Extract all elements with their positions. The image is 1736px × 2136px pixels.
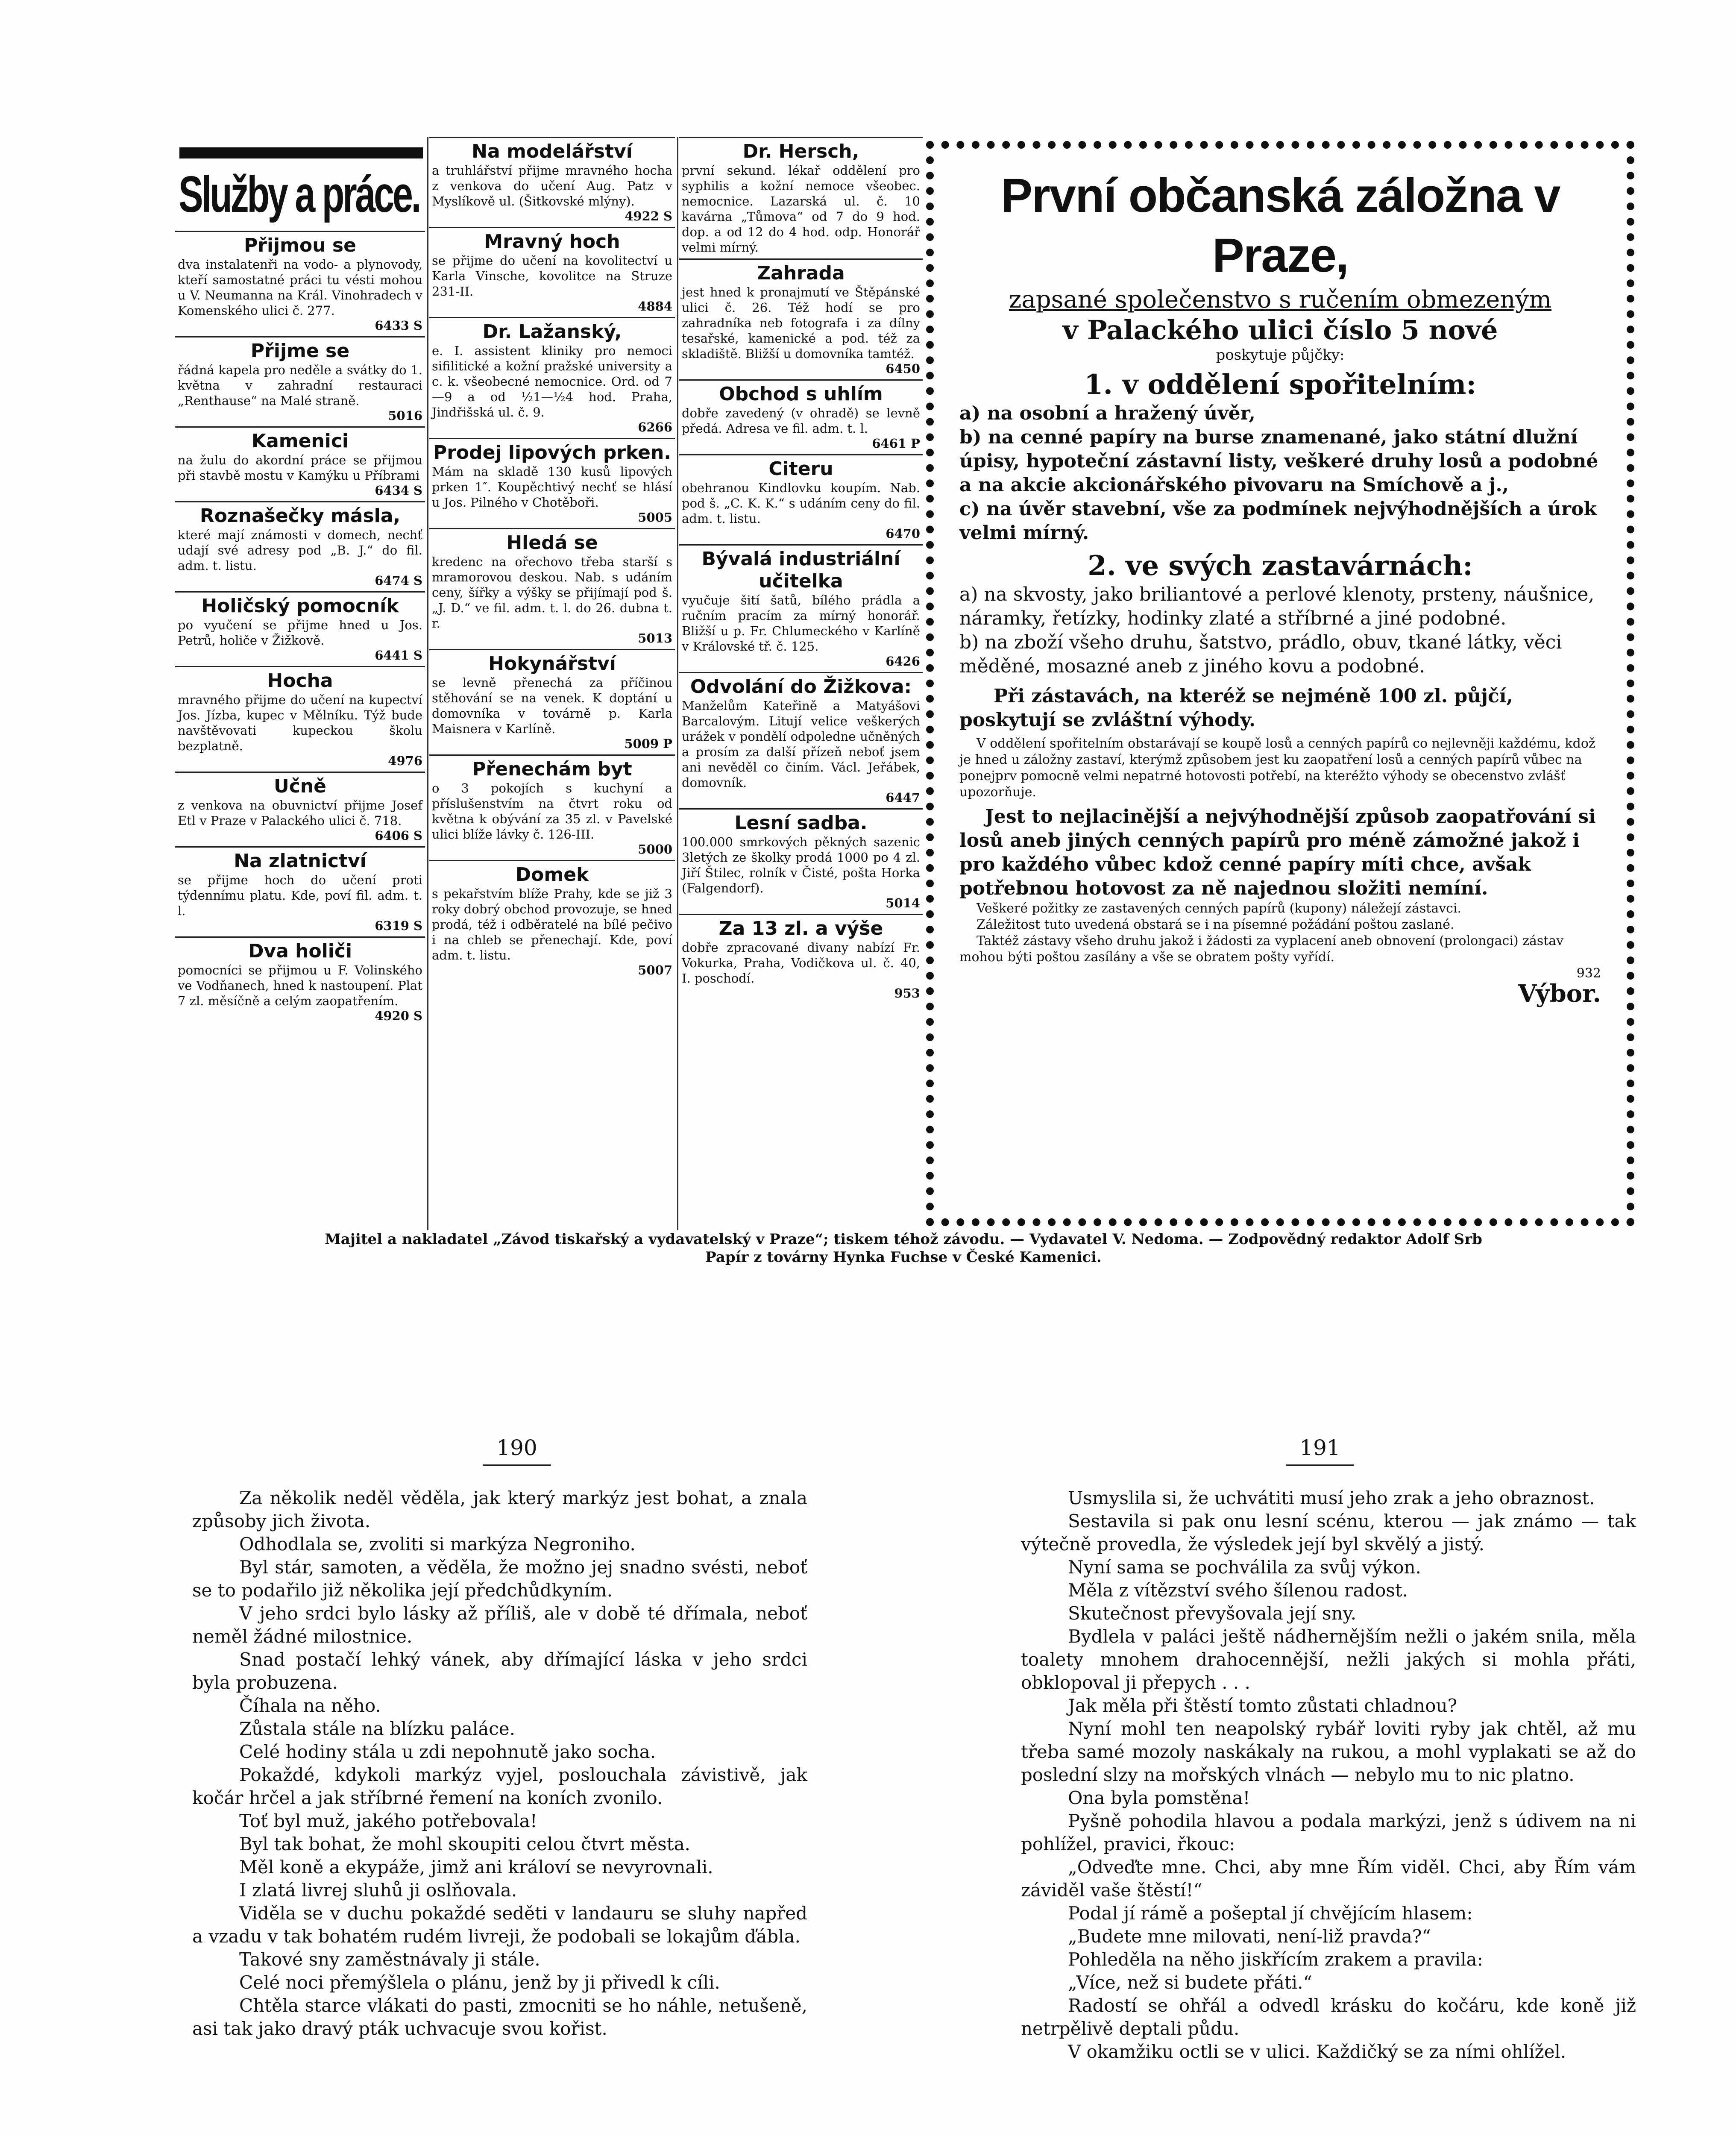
ad-number: 6450 bbox=[886, 361, 920, 376]
ad-text: mravného přijme do učení na kupectví Jos. Jízba, kupec v Mělníku. Týž bude navštěvovati kupeckou školu bezplatně. bbox=[178, 692, 422, 753]
ad-text: na žulu do akordní práce se přijmou při stavbě mostu v Kamýku u Příbrami bbox=[178, 453, 422, 483]
ad-heading: Dva holiči bbox=[248, 940, 352, 962]
ad-text: řádná kapela pro neděle a svátky do 1. května v zahradní restauraci „Renthause“ na Malé straně. bbox=[178, 363, 422, 408]
story-paragraph: I zlatá livrej sluhů ji oslňovala. bbox=[239, 1880, 517, 1901]
classified-ad bbox=[175, 666, 425, 772]
story-paragraph: Jak měla při štěstí tomto zůstati chladnou? bbox=[1068, 1695, 1457, 1716]
classified-ad bbox=[175, 936, 425, 1027]
story-paragraph: Ona byla pomstěna! bbox=[1068, 1787, 1250, 1808]
ad-text: 100.000 smrkových pěkných sazenic 3letých ze školky prodá 1000 po 4 zl. Jiří Štilec, rolník v Čisté, pošta Horka (Falgendorf). bbox=[682, 835, 920, 895]
story-paragraph: V okamžiku octli se v ulici. Každičký se za ními ohlížel. bbox=[1068, 2041, 1566, 2062]
classified-ad bbox=[429, 860, 675, 981]
classified-ad bbox=[429, 438, 675, 528]
story-paragraph: Takové sny zaměstnávaly ji stále. bbox=[239, 1949, 540, 1970]
ad-number: 5005 bbox=[638, 510, 672, 525]
column-rule bbox=[677, 137, 678, 1230]
classified-ad bbox=[429, 227, 675, 317]
classified-ad bbox=[175, 591, 425, 666]
story-paragraph: „Odveďte mne. Chci, aby mne Řím viděl. Chci, aby Řím vám záviděl vaše štěstí!“ bbox=[1021, 1857, 1636, 1901]
ad-text: se přijme do učení na kovolitectví u Karla Vinsche, kovolitce na Struze 231-II. bbox=[432, 253, 672, 299]
ad-number: 6470 bbox=[886, 526, 920, 541]
story-paragraph: Toť byl muž, jakého potřebovala! bbox=[239, 1810, 537, 1831]
ad-number: 6447 bbox=[886, 790, 920, 805]
ad-heading: Na modelářství bbox=[472, 141, 633, 162]
ad-number: 5009 P bbox=[624, 736, 672, 751]
story-paragraph: Celé noci přemýšlela o plánu, jenž by ji přivedl k cíli. bbox=[239, 1972, 720, 1993]
story-paragraph: Odhodlala se, zvoliti si markýza Negroniho. bbox=[239, 1534, 636, 1555]
ad-heading: Odvolání do Žižkova: bbox=[690, 676, 912, 698]
classified-ad bbox=[429, 649, 675, 754]
bank-number: 932 bbox=[1576, 966, 1601, 981]
ad-number: 6434 S bbox=[375, 483, 422, 498]
story-paragraph: Bydlela v paláci ještě nádhernějším nežli o jakém snila, měla toalety mnohem drahocennější, nežli jakých si mohla přáti, obklopoval ji přepych . . . bbox=[1021, 1626, 1636, 1693]
classified-ad bbox=[429, 317, 675, 438]
story-paragraph: Podal jí rámě a pošeptal jí chvějícím hlasem: bbox=[1068, 1903, 1473, 1924]
ad-text: se přijme hoch do učení proti týdennímu platu. Kde, poví fil. adm. t. l. bbox=[178, 873, 422, 918]
story-paragraph: Nyní mohl ten neapolský rybář loviti ryby jak chtěl, až mu třeba samé mozoly naskákaly na rukou, a mohl vyplakati se až do poslední slzy na mořských vlnách — nebylo mu to nic platno. bbox=[1021, 1718, 1636, 1785]
story-paragraph: Byl tak bohat, že mohl skoupiti celou čtvrt města. bbox=[239, 1834, 690, 1854]
ad-heading: Hledá se bbox=[506, 532, 598, 554]
bank-subtitle: zapsané společenstvo s ručením obmezeným bbox=[1009, 286, 1552, 314]
ad-heading: Mravný hoch bbox=[484, 231, 620, 252]
story-paragraph: Usmyslila si, že uchvátiti musí jeho zrak a jeho obraznost. bbox=[1068, 1488, 1595, 1508]
ad-text: první sekund. lékař oddělení pro syphilis a kožní nemoce všeobec. nemocnice. Lazarská ul. č. 10 kavárna „Tůmova“ od 7 do 9 hod. dop. a od 12 do 4 hod. odp. Honorář velmi mírný. bbox=[682, 163, 920, 255]
story-paragraph: Pohleděla na něho jiskřícím zrakem a pravila: bbox=[1068, 1949, 1483, 1970]
ad-heading: Kamenici bbox=[251, 430, 349, 452]
ad-text: Mám na skladě 130 kusů lipových prken 1″. Koupěchtivý nechť se hlásí u Jos. Pilného v Chotěboři. bbox=[432, 464, 672, 510]
bank-fine-4: Taktéž zástavy všeho druhu jakož i žádosti za vyplacení aneb obnovení (prolongaci) zástav mohou býti poštou zasílány a vše se obratem pošty vyřídí. bbox=[959, 933, 1564, 965]
ad-number: 6319 S bbox=[375, 918, 422, 933]
classified-ad bbox=[679, 379, 923, 454]
story-paragraph: „Budete mne milovati, není-liž pravda?“ bbox=[1068, 1926, 1431, 1947]
story-paragraph: Radostí se ohřál a odvedl krásku do kočáru, kde koně již netrpělivě deptali půdu. bbox=[1021, 1995, 1636, 2039]
ad-heading: Učně bbox=[274, 775, 326, 797]
ad-number: 5013 bbox=[638, 631, 672, 645]
bank-highlight: Jest to nejlacinější a nejvýhodnější způsob zaopatřování si losů aneb jiných cenných papírů pro méně zámožné jakož i pro každého vůbec kdož cenné papíry míti chce, avšak potřebnou hotovost za ně najednou složiti nemíní. bbox=[959, 806, 1596, 899]
ads-column-3 bbox=[679, 137, 923, 1235]
story-paragraph: Číhala na něho. bbox=[239, 1695, 381, 1716]
ad-number: 6426 bbox=[886, 654, 920, 669]
bank-lends: poskytuje půjčky: bbox=[1216, 346, 1345, 364]
page-number-left: 190 bbox=[483, 1435, 551, 1466]
story-page-left bbox=[192, 1487, 807, 2040]
bank-address: v Palackého ulici číslo 5 nové bbox=[1062, 314, 1498, 346]
ad-heading: Na zlatnictví bbox=[234, 850, 367, 872]
ad-heading: Dr. Hersch, bbox=[742, 141, 859, 162]
ad-heading: Citeru bbox=[768, 458, 833, 480]
ad-number: 5007 bbox=[638, 963, 672, 977]
ad-number: 5000 bbox=[638, 842, 672, 857]
story-paragraph: Byl stár, samoten, a věděla, že možno jej snadno svésti, neboť se to podařilo již několika její předchůdkyním. bbox=[192, 1557, 807, 1601]
ad-text: po vyučení se přijme hned u Jos. Petrů, holiče v Žižkově. bbox=[178, 618, 422, 648]
column-rule bbox=[427, 137, 428, 1230]
ad-text: o 3 pokojích s kuchyní a příslušenstvím na čtvrt roku od května k obývání za 35 zl. v Pavelské ulici blíže lávky č. 126-III. bbox=[432, 781, 672, 842]
classified-ad bbox=[175, 231, 425, 336]
bank-bonus: Při zástavách, na kteréž se nejméně 100 zl. půjčí, poskytují se zvláštní výhody. bbox=[959, 685, 1513, 731]
classified-ad bbox=[679, 544, 923, 672]
bank-item-b: b) na cenné papíry na burse znamenané, jako státní dlužní úpisy, hypoteční zástavní listy, veškeré druhy losů a podobné a na akcie akcionářského pivovaru na Smíchově a j., bbox=[959, 426, 1598, 496]
classified-ad bbox=[175, 336, 425, 426]
story-paragraph: Skutečnost převyšovala její sny. bbox=[1068, 1603, 1357, 1624]
story-paragraph: Pyšně pohodila hlavou a podala markýzi, jenž s údivem na ni pohlížel, pravici, řkouc: bbox=[1021, 1810, 1636, 1854]
ad-heading: Bývalá industriální učitelka bbox=[701, 548, 900, 592]
classified-ad bbox=[175, 501, 425, 591]
ad-text: Manželům Kateřině a Matyášovi Barcalovým. Litují velice veškerých urážek v pondělí odpoledne učněných a prosím za další přízeň neboť jsem ani nevěděl co činím. Václ. Jeřábek, domovník. bbox=[682, 698, 920, 790]
ad-text: se levně přenechá za příčinou stěhování se na venek. K doptání u domovníka v továrně p. Karla Maisnera v Karlíně. bbox=[432, 675, 672, 736]
classified-ad bbox=[175, 426, 425, 501]
ad-heading: Hocha bbox=[267, 670, 333, 692]
ad-number: 6441 S bbox=[375, 648, 422, 663]
bank-advertisement bbox=[926, 141, 1634, 1226]
classified-ad bbox=[679, 914, 923, 1004]
bank-fine-1: V oddělení spořitelním obstarávají se koupě losů a cenných papírů co nejlevněji každému, kdož je hned u záložny zastaví, kterýmž způsobem jest ku zaopatření losů a cenných papírů vůbec na ponejprv pomocně velmi nepatrné hotovosti potřebí, na kteréžto výhody se obecenstvo zvlášť upozorňuje. bbox=[959, 736, 1595, 800]
classified-ad bbox=[679, 808, 923, 914]
ad-number: 4920 S bbox=[375, 1009, 422, 1023]
ad-text: z venkova na obuvnictví přijme Josef Etl v Praze v Palackého ulici č. 718. bbox=[178, 798, 422, 828]
ad-heading: Přenechám byt bbox=[472, 758, 632, 780]
ad-heading: Přijme se bbox=[250, 340, 350, 362]
ad-text: s pekařstvím blíže Prahy, kde se již 3 roky dobrý obchod provozuje, se hned prodá, též i odběratelé na bílé pečivo i na chleb se přenechají. Kde, poví adm. t. listu. bbox=[432, 886, 672, 962]
ad-heading: Dr. Lažanský, bbox=[482, 321, 622, 343]
ad-number: 6461 P bbox=[872, 436, 920, 451]
story-paragraph: Pokaždé, kdykoli markýz vyjel, poslouchala závistivě, jak kočár hrčel a jak stříbrné řemení na koních zvonilo. bbox=[192, 1764, 807, 1808]
ad-number: 5016 bbox=[388, 408, 422, 423]
classified-ad bbox=[679, 258, 923, 379]
bank-item-a2: a) na skvosty, jako briliantové a perlové klenoty, prsteny, náušnice, náramky, řetízky, hodinky zlaté a stříbrné a jiné podobné. bbox=[959, 584, 1595, 629]
classified-ad bbox=[679, 137, 923, 258]
bank-section-1: 1. v oddělení spořitelním: bbox=[1084, 369, 1476, 401]
ad-text: a truhlářství přijme mravného hocha z venkova do učení Aug. Patz v Myslíkově ul. (Šitkovské mlýny). bbox=[432, 163, 672, 208]
ad-heading: Obchod s uhlím bbox=[719, 383, 883, 405]
story-paragraph: „Více, než si budete přáti.“ bbox=[1068, 1972, 1312, 1993]
ad-number: 953 bbox=[894, 986, 920, 1001]
story-paragraph: V jeho srdci bylo lásky až příliš, ale v době té dřímala, neboť neměl žádné milostnice. bbox=[192, 1603, 807, 1647]
ad-text: vyučuje šití šatů, bílého prádla a ručním pracím za mírný honorář. Bližší u p. Fr. Chlumeckého v Karlíně v Královské tř. č. 125. bbox=[682, 593, 920, 654]
ad-text: e. I. assistent kliniky pro nemoci sifilitické a kožní pražské university a c. k. všeobecné nemocnice. Ord. od 7—9 a od ½1—½4 hod. Praha, Jindřišská ul. č. 9. bbox=[432, 343, 672, 420]
bank-fine-3: Záležitost tuto uvedená obstará se i na písemné požádání poštou zaslané. bbox=[976, 917, 1454, 932]
imprint-line-2: Papír z továrny Hynka Fuchse v České Kamenici. bbox=[705, 1249, 1102, 1266]
ad-text: kredenc na ořechovo třeba starší s mramorovou deskou. Nab. s udáním ceny, šířky a výšky se přijímají pod š. „J. D.“ ve fil. adm. t. l. do 26. dubna t. r. bbox=[432, 555, 672, 631]
ad-text: dobře zpracované divany nabízí Fr. Vokurka, Praha, Vodičkova ul. č. 40, I. poschodí. bbox=[682, 940, 920, 986]
ad-text: obehranou Kindlovku koupím. Nab. pod š. „C. K. K.“ s udáním ceny do fil. adm. t. listu. bbox=[682, 481, 920, 526]
ads-column-1 bbox=[175, 231, 425, 1235]
bank-section-2: 2. ve svých zastavárnách: bbox=[1088, 550, 1473, 582]
imprint-line-1: Majitel a nakladatel „Závod tiskařský a vydavatelský v Praze“; tiskem téhož závodu. — Vydavatel V. Nedoma. — Zodpovědný redaktor Adolf Srb bbox=[325, 1231, 1482, 1248]
ad-heading: Domek bbox=[515, 864, 589, 886]
story-paragraph: Za několik neděl věděla, jak který markýz jest bohat, a znala způsoby jich života. bbox=[192, 1488, 807, 1532]
ad-text: pomocníci se přijmou u F. Volinského ve Vodňanech, hned k nastoupení. Plat 7 zl. měsíčně a celým zaopatřením. bbox=[178, 963, 422, 1008]
story-paragraph: Zůstala stále na blízku paláce. bbox=[239, 1718, 515, 1739]
ad-heading: Prodej lipových prken. bbox=[433, 442, 672, 464]
ad-heading: Holičský pomocník bbox=[201, 595, 399, 617]
page-number-right: 191 bbox=[1286, 1435, 1354, 1466]
bank-title: První občanská záložna v Praze, bbox=[1000, 169, 1560, 282]
ad-heading: Roznašečky másla, bbox=[199, 505, 401, 527]
classified-ad bbox=[679, 454, 923, 544]
bank-item-a: a) na osobní a hražený úvěr, bbox=[959, 402, 1255, 424]
classified-ad bbox=[429, 754, 675, 860]
ads-column-2 bbox=[429, 137, 675, 1235]
ad-text: jest hned k pronajmutí ve Štěpánské ulici č. 26. Též hodí se pro zahradníka neb fotografa i za dílny tesařské, kamenické a pod. též za skladiště. Bližší u domovníka tamtéž. bbox=[682, 285, 920, 361]
ad-number: 4922 S bbox=[625, 209, 672, 223]
classified-ad bbox=[175, 772, 425, 846]
ad-number: 6406 S bbox=[375, 828, 422, 843]
bank-signature: Výbor. bbox=[1518, 980, 1601, 1008]
ad-number: 6474 S bbox=[375, 573, 422, 588]
story-paragraph: Celé hodiny stála u zdi nepohnutě jako socha. bbox=[239, 1741, 656, 1762]
ad-heading: Zahrada bbox=[757, 262, 845, 284]
classified-ad bbox=[679, 672, 923, 808]
bank-fine-2: Veškeré požitky ze zastavených cenných papírů (kupony) náležejí zástavci. bbox=[976, 901, 1462, 916]
imprint-footer bbox=[171, 1230, 1636, 1266]
story-paragraph: Chtěla starce vlákati do pasti, zmocniti se ho náhle, netušeně, asi tak jako dravý pták uchvacuje svou kořist. bbox=[192, 1995, 807, 2039]
story-paragraph: Sestavila si pak onu lesní scénu, kterou — jak známo — tak výtečně provedla, že výsledek její byl skvělý a jistý. bbox=[1021, 1511, 1636, 1555]
story-paragraph: Měl koně a ekypáže, jimž ani královí se nevyrovnali. bbox=[239, 1857, 713, 1878]
classified-ad bbox=[429, 137, 675, 227]
ad-text: které mají známosti v domech, nechť udají své adresy pod „B. J.“ do fil. adm. t. listu. bbox=[178, 528, 422, 573]
bank-item-c: c) na úvěr stavební, vše za podmínek nejvýhodnějších a úrok velmi mírný. bbox=[959, 498, 1597, 544]
classified-ad bbox=[175, 846, 425, 936]
ad-heading: Za 13 zl. a výše bbox=[718, 918, 883, 939]
ad-heading: Lesní sadba. bbox=[734, 812, 868, 834]
section-title: Služby a práce. bbox=[179, 166, 420, 223]
story-paragraph: Snad postačí lehký vánek, aby dřímající láska v jeho srdci byla probuzena. bbox=[192, 1649, 807, 1693]
classified-ad bbox=[429, 528, 675, 649]
story-paragraph: Nyní sama se pochválila za svůj výkon. bbox=[1068, 1557, 1421, 1578]
ad-number: 4976 bbox=[388, 754, 422, 768]
ad-heading: Přijmou se bbox=[244, 235, 356, 256]
story-paragraph: Měla z vítězství svého šílenou radost. bbox=[1068, 1580, 1408, 1601]
ad-number: 4884 bbox=[638, 299, 672, 314]
ad-number: 5014 bbox=[886, 896, 920, 910]
story-page-right bbox=[1021, 1487, 1636, 2063]
ad-text: dva instalatenři na vodo- a plynovody, kteří samostatné práci tu vésti mohou u V. Neumanna na Král. Vinohradech v Komenského ulici č. 277. bbox=[178, 257, 422, 318]
section-rule bbox=[179, 147, 423, 158]
ad-number: 6266 bbox=[638, 420, 672, 434]
story-paragraph: Viděla se v duchu pokaždé seděti v landauru se sluhy napřed a vzadu v tak bohatém rudém livreji, že podobali se lokajům ďábla. bbox=[192, 1903, 807, 1947]
ad-text: dobře zavedený (v ohradě) se levně předá. Adresa ve fil. adm. t. l. bbox=[682, 406, 920, 436]
ad-number: 6433 S bbox=[375, 318, 422, 333]
ad-heading: Hokynářství bbox=[488, 653, 616, 675]
bank-item-b2: b) na zboží všeho druhu, šatstvo, prádlo, obuv, tkané látky, věci měděné, mosazné aneb z jiného kovu a podobné. bbox=[959, 631, 1562, 677]
